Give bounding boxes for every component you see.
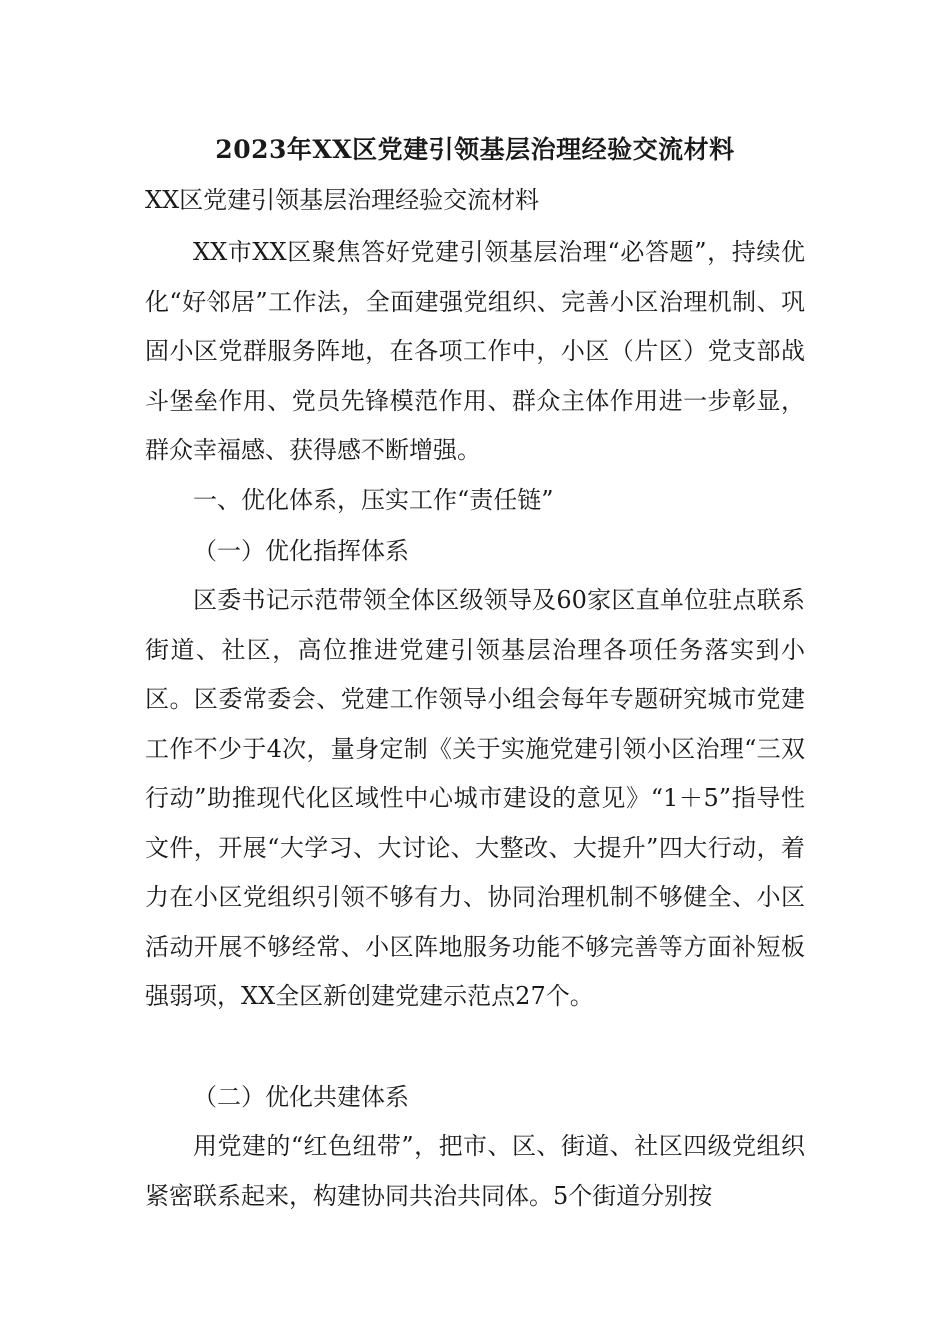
document-title: 2023年XX区党建引领基层治理经验交流材料 xyxy=(215,135,735,164)
subsection-1-paragraph: 区委书记示范带领全体区级领导及60家区直单位驻点联系街道、社区，高位推进党建引领基层治理各项任务落实到小区。区委常委会、党建工作领导小组会每年专题研究城市党建工作不少于4次，量身定制《关于实施党建引领小区治理“三双行动”助推现代化区域性中心城市建设的意见》“1＋5”指导性文件，开展“大学习、大讨论、大整改、大提升”四大行动，着力在小区党组织引领不够有力、协同治理机制不够健全、小区活动开展不够经常、小区阵地服务功能不够完善等方面补短板强弱项，XX全区新创建党建示范点27个。 xyxy=(145,586,805,1010)
subsection-1-heading: （一）优化指挥体系 xyxy=(193,537,409,565)
document-subtitle: XX区党建引领基层治理经验交流材料 xyxy=(145,186,540,214)
subsection-2-heading: （二）优化共建体系 xyxy=(193,1083,409,1111)
section-1-heading: 一、优化体系，压实工作“责任链” xyxy=(193,486,554,514)
subsection-2-paragraph: 用党建的“红色纽带”，把市、区、街道、社区四级党组织紧密联系起来，构建协同共治共同体。5个街道分别按 xyxy=(145,1132,805,1210)
intro-paragraph: XX市XX区聚焦答好党建引领基层治理“必答题”，持续优化“好邻居”工作法，全面建强党组织、完善小区治理机制、巩固小区党群服务阵地，在各项工作中，小区（片区）党支部战斗堡垒作用、党员先锋模范作用、群众主体作用进一步彰显，群众幸福感、获得感不断增强。 xyxy=(145,238,805,464)
